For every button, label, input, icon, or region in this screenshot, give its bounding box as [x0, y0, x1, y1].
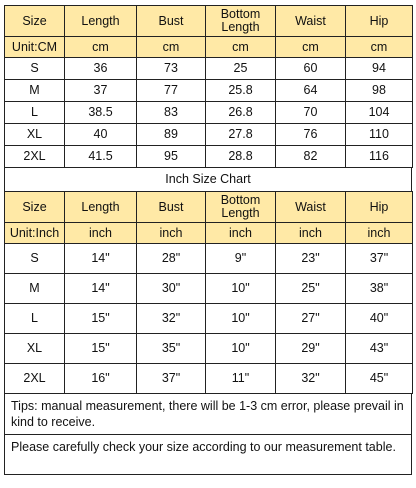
table-cell: 40	[65, 124, 137, 146]
table-cell: M	[5, 80, 65, 102]
table-cell: 36	[65, 58, 137, 80]
table-cell: 25.8	[206, 80, 276, 102]
table-cell: 110	[346, 124, 413, 146]
inch-header-row	[5, 192, 413, 223]
unit-cell: inch	[206, 223, 276, 244]
measurement-tip-note: Tips: manual measurement, there will be 1-3 cm error, please prevail in kind to receive.	[4, 394, 412, 435]
table-cell: 15"	[65, 304, 137, 334]
unit-cell: inch	[137, 223, 206, 244]
unit-cell: Unit:Inch	[5, 223, 65, 244]
col-header-bust: Bust	[137, 192, 206, 223]
table-row	[5, 124, 413, 146]
col-header-bottom-length: Bottom Length	[206, 192, 276, 223]
unit-cell: cm	[206, 37, 276, 58]
table-cell: 94	[346, 58, 413, 80]
table-cell: 43"	[346, 334, 413, 364]
table-cell: 83	[137, 102, 206, 124]
unit-cell: cm	[65, 37, 137, 58]
inch-chart-caption: Inch Size Chart	[4, 168, 412, 191]
table-cell: 9"	[206, 244, 276, 274]
inch-unit-row	[5, 223, 413, 244]
table-cell: 32"	[137, 304, 206, 334]
table-cell: 14"	[65, 244, 137, 274]
table-cell: 104	[346, 102, 413, 124]
table-cell: 14"	[65, 274, 137, 304]
table-cell: 2XL	[5, 364, 65, 394]
table-cell: 23"	[276, 244, 346, 274]
col-header-bottom-length: Bottom Length	[206, 6, 276, 37]
table-cell: 70	[276, 102, 346, 124]
table-cell: 28.8	[206, 146, 276, 168]
col-header-hip: Hip	[346, 192, 413, 223]
table-row	[5, 146, 413, 168]
table-cell: 27"	[276, 304, 346, 334]
col-header-size: Size	[5, 192, 65, 223]
table-cell: L	[5, 304, 65, 334]
table-cell: 45"	[346, 364, 413, 394]
table-cell: 15"	[65, 334, 137, 364]
table-cell: 73	[137, 58, 206, 80]
table-cell: 30"	[137, 274, 206, 304]
table-cell: 60	[276, 58, 346, 80]
table-row	[5, 364, 413, 394]
col-header-length: Length	[65, 192, 137, 223]
table-cell: XL	[5, 334, 65, 364]
table-cell: 37"	[346, 244, 413, 274]
col-header-bust: Bust	[137, 6, 206, 37]
table-cell: 89	[137, 124, 206, 146]
table-cell: 25	[206, 58, 276, 80]
table-cell: 98	[346, 80, 413, 102]
table-cell: 64	[276, 80, 346, 102]
col-header-hip: Hip	[346, 6, 413, 37]
table-cell: 37"	[137, 364, 206, 394]
table-cell: 41.5	[65, 146, 137, 168]
table-cell: 35"	[137, 334, 206, 364]
unit-cell: inch	[276, 223, 346, 244]
table-cell: 10"	[206, 274, 276, 304]
table-row	[5, 80, 413, 102]
table-cell: 77	[137, 80, 206, 102]
unit-cell: inch	[65, 223, 137, 244]
unit-cell: inch	[346, 223, 413, 244]
table-cell: 38.5	[65, 102, 137, 124]
table-cell: 10"	[206, 304, 276, 334]
table-cell: 38"	[346, 274, 413, 304]
table-cell: 29"	[276, 334, 346, 364]
col-header-waist: Waist	[276, 6, 346, 37]
unit-cell: Unit:CM	[5, 37, 65, 58]
inch-size-table	[4, 191, 413, 394]
table-cell: 40"	[346, 304, 413, 334]
col-header-length: Length	[65, 6, 137, 37]
table-row	[5, 334, 413, 364]
unit-cell: cm	[346, 37, 413, 58]
table-row	[5, 58, 413, 80]
table-cell: 27.8	[206, 124, 276, 146]
cm-unit-row	[5, 37, 413, 58]
cm-header-row	[5, 6, 413, 37]
table-cell: 25"	[276, 274, 346, 304]
unit-cell: cm	[137, 37, 206, 58]
table-cell: S	[5, 244, 65, 274]
table-cell: 76	[276, 124, 346, 146]
table-row	[5, 102, 413, 124]
table-cell: M	[5, 274, 65, 304]
table-cell: 37	[65, 80, 137, 102]
col-header-waist: Waist	[276, 192, 346, 223]
col-header-size: Size	[5, 6, 65, 37]
size-check-note: Please carefully check your size according to our measurement table.	[4, 435, 412, 475]
table-cell: 32"	[276, 364, 346, 394]
table-row	[5, 304, 413, 334]
cm-size-table	[4, 5, 413, 168]
table-cell: 26.8	[206, 102, 276, 124]
table-cell: 116	[346, 146, 413, 168]
table-cell: 16"	[65, 364, 137, 394]
table-cell: 10"	[206, 334, 276, 364]
table-cell: 82	[276, 146, 346, 168]
table-cell: 11"	[206, 364, 276, 394]
unit-cell: cm	[276, 37, 346, 58]
table-row	[5, 244, 413, 274]
table-cell: 28"	[137, 244, 206, 274]
table-cell: S	[5, 58, 65, 80]
table-row	[5, 274, 413, 304]
table-cell: XL	[5, 124, 65, 146]
table-cell: 95	[137, 146, 206, 168]
table-cell: 2XL	[5, 146, 65, 168]
table-cell: L	[5, 102, 65, 124]
